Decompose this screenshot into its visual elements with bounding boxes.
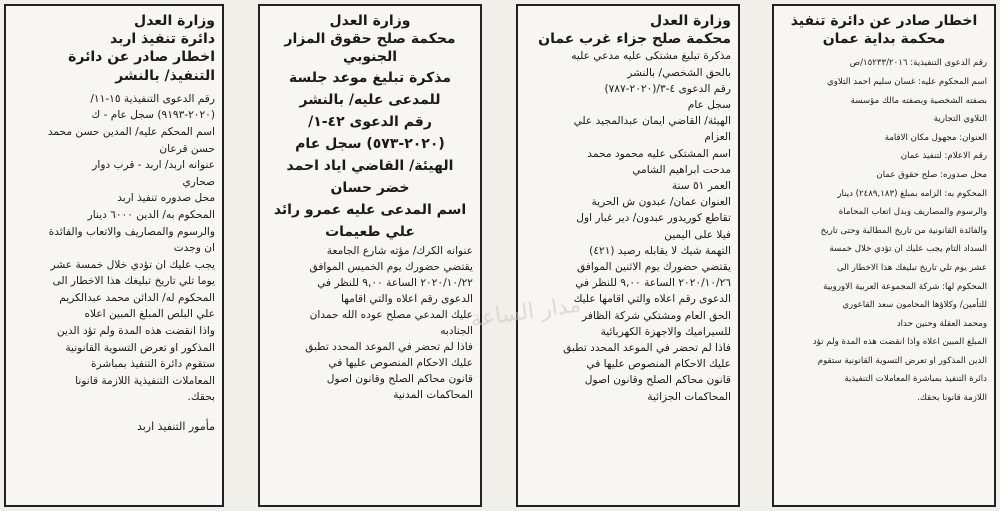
notice-line: للتأمين/ وكلاؤها المحامون سعد القاعوري: [842, 300, 987, 311]
notice-line: واذا انقضت هذه المدة ولم تؤد الدين: [56, 325, 215, 338]
notice-line: رقم الدعوى ٤٢-١/: [308, 113, 432, 130]
notice-line: العمر ٥١ سنة: [671, 180, 731, 192]
notice-line: المحكوم له/ الدائن محمد عبدالكريم: [59, 291, 215, 304]
notice-line: بحقك.: [187, 391, 215, 404]
notice-line: والفائدة القانونية من تاريخ المطالبة وحتى تاريخ: [820, 225, 987, 236]
notice-line: عليك الاحكام المنصوص عليها في: [586, 358, 731, 371]
notice-line: العنوان: مجهول مكان الاقامة: [884, 132, 987, 143]
notice-line: اللازمة قانونا بحقك.: [917, 393, 987, 404]
heading-line: اخطار صادر عن دائرة تنفيذ: [790, 13, 978, 29]
notice-line: قانون محاكم الصلح وقانون اصول: [326, 372, 473, 385]
notice-line: مدحت ابراهيم الشامي: [632, 163, 731, 176]
notice-line: محل صدوره تنفيذ اربد: [117, 192, 215, 205]
notice-line: علي البلص المبلغ المبين اعلاه: [84, 308, 215, 321]
notice-heading: [781, 12, 987, 48]
heading-line: وزارة العدل: [134, 13, 215, 29]
heading-line: دائرة تنفيذ اربد: [109, 31, 215, 48]
notice-line: والرسوم والمصاريف والاتعاب والفائدة: [48, 225, 215, 238]
notice-line: الجنادبه: [440, 324, 473, 337]
heading-line: محكمة صلح جزاء غرب عمان: [538, 31, 731, 48]
heading-line: الجنوبي: [342, 49, 398, 66]
notice-line: عشر يوم تلي تاريخ تبليغك هذا الاخطار الى: [836, 262, 987, 273]
notice-line: صحاري: [182, 175, 215, 188]
notice-line: يجب عليك ان تؤدي خلال خمسة عشر: [50, 258, 215, 271]
notice-line: يقتضي حضورك يوم الخميس الموافق: [309, 260, 473, 273]
notice-line: تقاطع كوريدور عبدون/ دير غبار اول: [576, 212, 731, 225]
notice-body-emphasis: [267, 67, 473, 243]
notice-line: المذكور او تعرض التسوية القانونية: [65, 341, 215, 354]
notice-line: خضر حسان: [330, 179, 410, 196]
notice-line: عليك الاحكام المنصوص عليها في: [328, 356, 473, 369]
notice-line: والرسوم والمصاريف وبدل اتعاب المحاماة: [838, 207, 987, 218]
notice-line: المحكوم به/ الدين ٦٠٠٠ دينار: [87, 208, 215, 221]
notice-line: المحكوم به: الزامه بمبلغ (٢٤٨٩,١٨٣) دينار: [837, 188, 987, 199]
notice-heading: [525, 12, 731, 48]
notice-body: [525, 48, 731, 404]
notice-line: رقم الدعوى التنفيذية: ١٥٢٣٣/٢٠١٦/ص: [849, 58, 987, 69]
notice-line: المبلغ المبين اعلاه واذا انقضت هذه المدة ولم تؤد: [812, 337, 987, 348]
notice-line: عليك المدعي مصلح عوده الله حمدان: [309, 308, 473, 321]
notice-line: الدعوى رقم اعلاه والتي اقامها عليك: [573, 293, 731, 306]
notice-line: ان وجدت: [173, 242, 215, 255]
notice-line: حسن قرعان: [159, 142, 215, 155]
notice-line: الهيئة/ القاضي ايمان عبدالمجيد علي: [573, 115, 731, 128]
notice-heading: [267, 12, 473, 67]
heading-line: محكمة صلح حقوق المزار: [284, 31, 456, 48]
notice-line: اسم المحكوم عليه: غسان سليم احمد التلاوي: [826, 76, 987, 87]
notice-line: الدين المذكور او تعرض التسوية القانونية ستقوم: [817, 355, 987, 366]
notice-line: رقم الدعوى ٤-٣/(٢٠٢٠-٧٨٧): [604, 82, 731, 95]
notice-line: الهيئة/ القاضي اياد احمد: [286, 157, 454, 174]
notice-line: الدعوى رقم اعلاه والتي اقامها: [341, 292, 473, 305]
notice-body: [781, 54, 987, 407]
notice-line: محل صدوره: صلح حقوق عمان: [876, 169, 987, 180]
notice-line: يوما تلي تاريخ تبليغك هذا الاخطار الى: [52, 275, 215, 288]
notice-line: رقم الدعوى التنفيذية ١٥-١١/: [90, 92, 215, 105]
notice-line: رقم الاعلام: لتنفيذ عمان: [900, 151, 987, 162]
notice-line: التلاوي التجارية: [933, 114, 987, 125]
notice-line: الحق العام ومشتكي شركة الظافر: [582, 309, 731, 322]
notice-line: المحكوم لها: شركة المجموعة العربية الاوروبية: [823, 281, 987, 292]
notice-line: سجل عام: [687, 98, 731, 111]
watermark-logo: مدار الساعة: [468, 292, 583, 333]
notice-line: فيلا على اليمين: [664, 228, 731, 241]
notice-line: يقتضي حضورك يوم الاثنين الموافق: [576, 261, 731, 274]
heading-line: وزارة العدل: [329, 13, 411, 29]
notice-line: ومحمد العقلة وحنين حداد: [896, 318, 987, 329]
heading-line: التنفيذ/ بالنشر: [115, 67, 215, 84]
notice-line: اسم المحكم عليه/ المدين حسن محمد: [47, 125, 215, 138]
notice-heading: [13, 12, 215, 85]
notice-body: [13, 91, 215, 406]
notice-line: مذكرة تبليغ موعد جلسة: [288, 69, 452, 86]
heading-line: اخطار صادر عن دائرة: [68, 49, 215, 66]
notice-line: ستقوم دائرة التنفيذ بمباشرة: [90, 358, 215, 371]
notice-line: قانون محاكم الصلح وقانون اصول: [584, 374, 731, 387]
notice-irbid-execution: [4, 4, 224, 507]
notice-line: بالحق الشخصي/ بالنشر: [627, 66, 731, 79]
notice-line: للسيراميك والاجهزة الكهربائية: [600, 325, 731, 338]
notice-line: السداد التام يجب عليك ان تؤدي خلال خمسة: [829, 244, 987, 255]
notice-line: اسم المدعى عليه عمرو رائد: [273, 201, 467, 218]
notice-line: بصفته الشخصية وبصفته مالك مؤسسة: [850, 95, 987, 106]
notice-line: علي طعيمات: [325, 223, 415, 240]
notice-line: التهمة شيك لا يقابله رصيد (٤٢١): [589, 244, 731, 257]
notice-amman-execution: [772, 4, 996, 507]
notice-line: العزام: [704, 131, 731, 144]
notice-line: المحاكمات المدنية: [393, 388, 473, 401]
notice-line: عنوانه اربد/ اربد - قرب دوار: [92, 159, 215, 172]
notice-line: عنوانه الكرك/ مؤته شارع الجامعة: [326, 244, 473, 257]
notice-body: [267, 243, 473, 403]
notice-line: (٢٠٢٠-٩١٩٣) سجل عام - ك: [91, 109, 215, 122]
heading-line: وزارة العدل: [650, 13, 731, 29]
notice-line: (٢٠٢٠-٥٧٣) سجل عام: [295, 135, 445, 152]
notice-line: اسم المشتكى عليه محمود محمد: [587, 147, 731, 160]
notice-line: مذكرة تبليغ مشتكى عليه مدعي عليه: [571, 50, 731, 63]
notice-line: فاذا لم تحضر في الموعد المحدد تطبق: [305, 340, 473, 353]
notice-line: المحاكمات الجزائية: [647, 390, 731, 403]
notice-line: العنوان عمان/ عبدون ش الحرية: [591, 196, 731, 209]
notice-line: دائرة التنفيذ بمباشرة المعاملات التنفيذية: [844, 374, 987, 385]
notice-line: ٢٠٢٠/١٠/٢٢ الساعة ٩,٠٠ للنظر في: [317, 276, 473, 289]
heading-line: محكمة بداية عمان: [822, 31, 946, 48]
notice-line: فاذا لم تحضر في الموعد المحدد تطبق: [563, 342, 731, 355]
notice-west-amman-criminal-court: [516, 4, 740, 507]
notice-signature: مأمور التنفيذ اربد: [136, 420, 215, 434]
notice-line: ٢٠٢٠/١٠/٢٦ الساعة ٩,٠٠ للنظر في: [575, 277, 731, 290]
notice-line: للمدعى عليه/ بالنشر: [299, 91, 441, 108]
notice-line: المعاملات التنفيذية اللازمة قانونا: [75, 374, 215, 387]
notice-mazar-civil-court: [258, 4, 482, 507]
